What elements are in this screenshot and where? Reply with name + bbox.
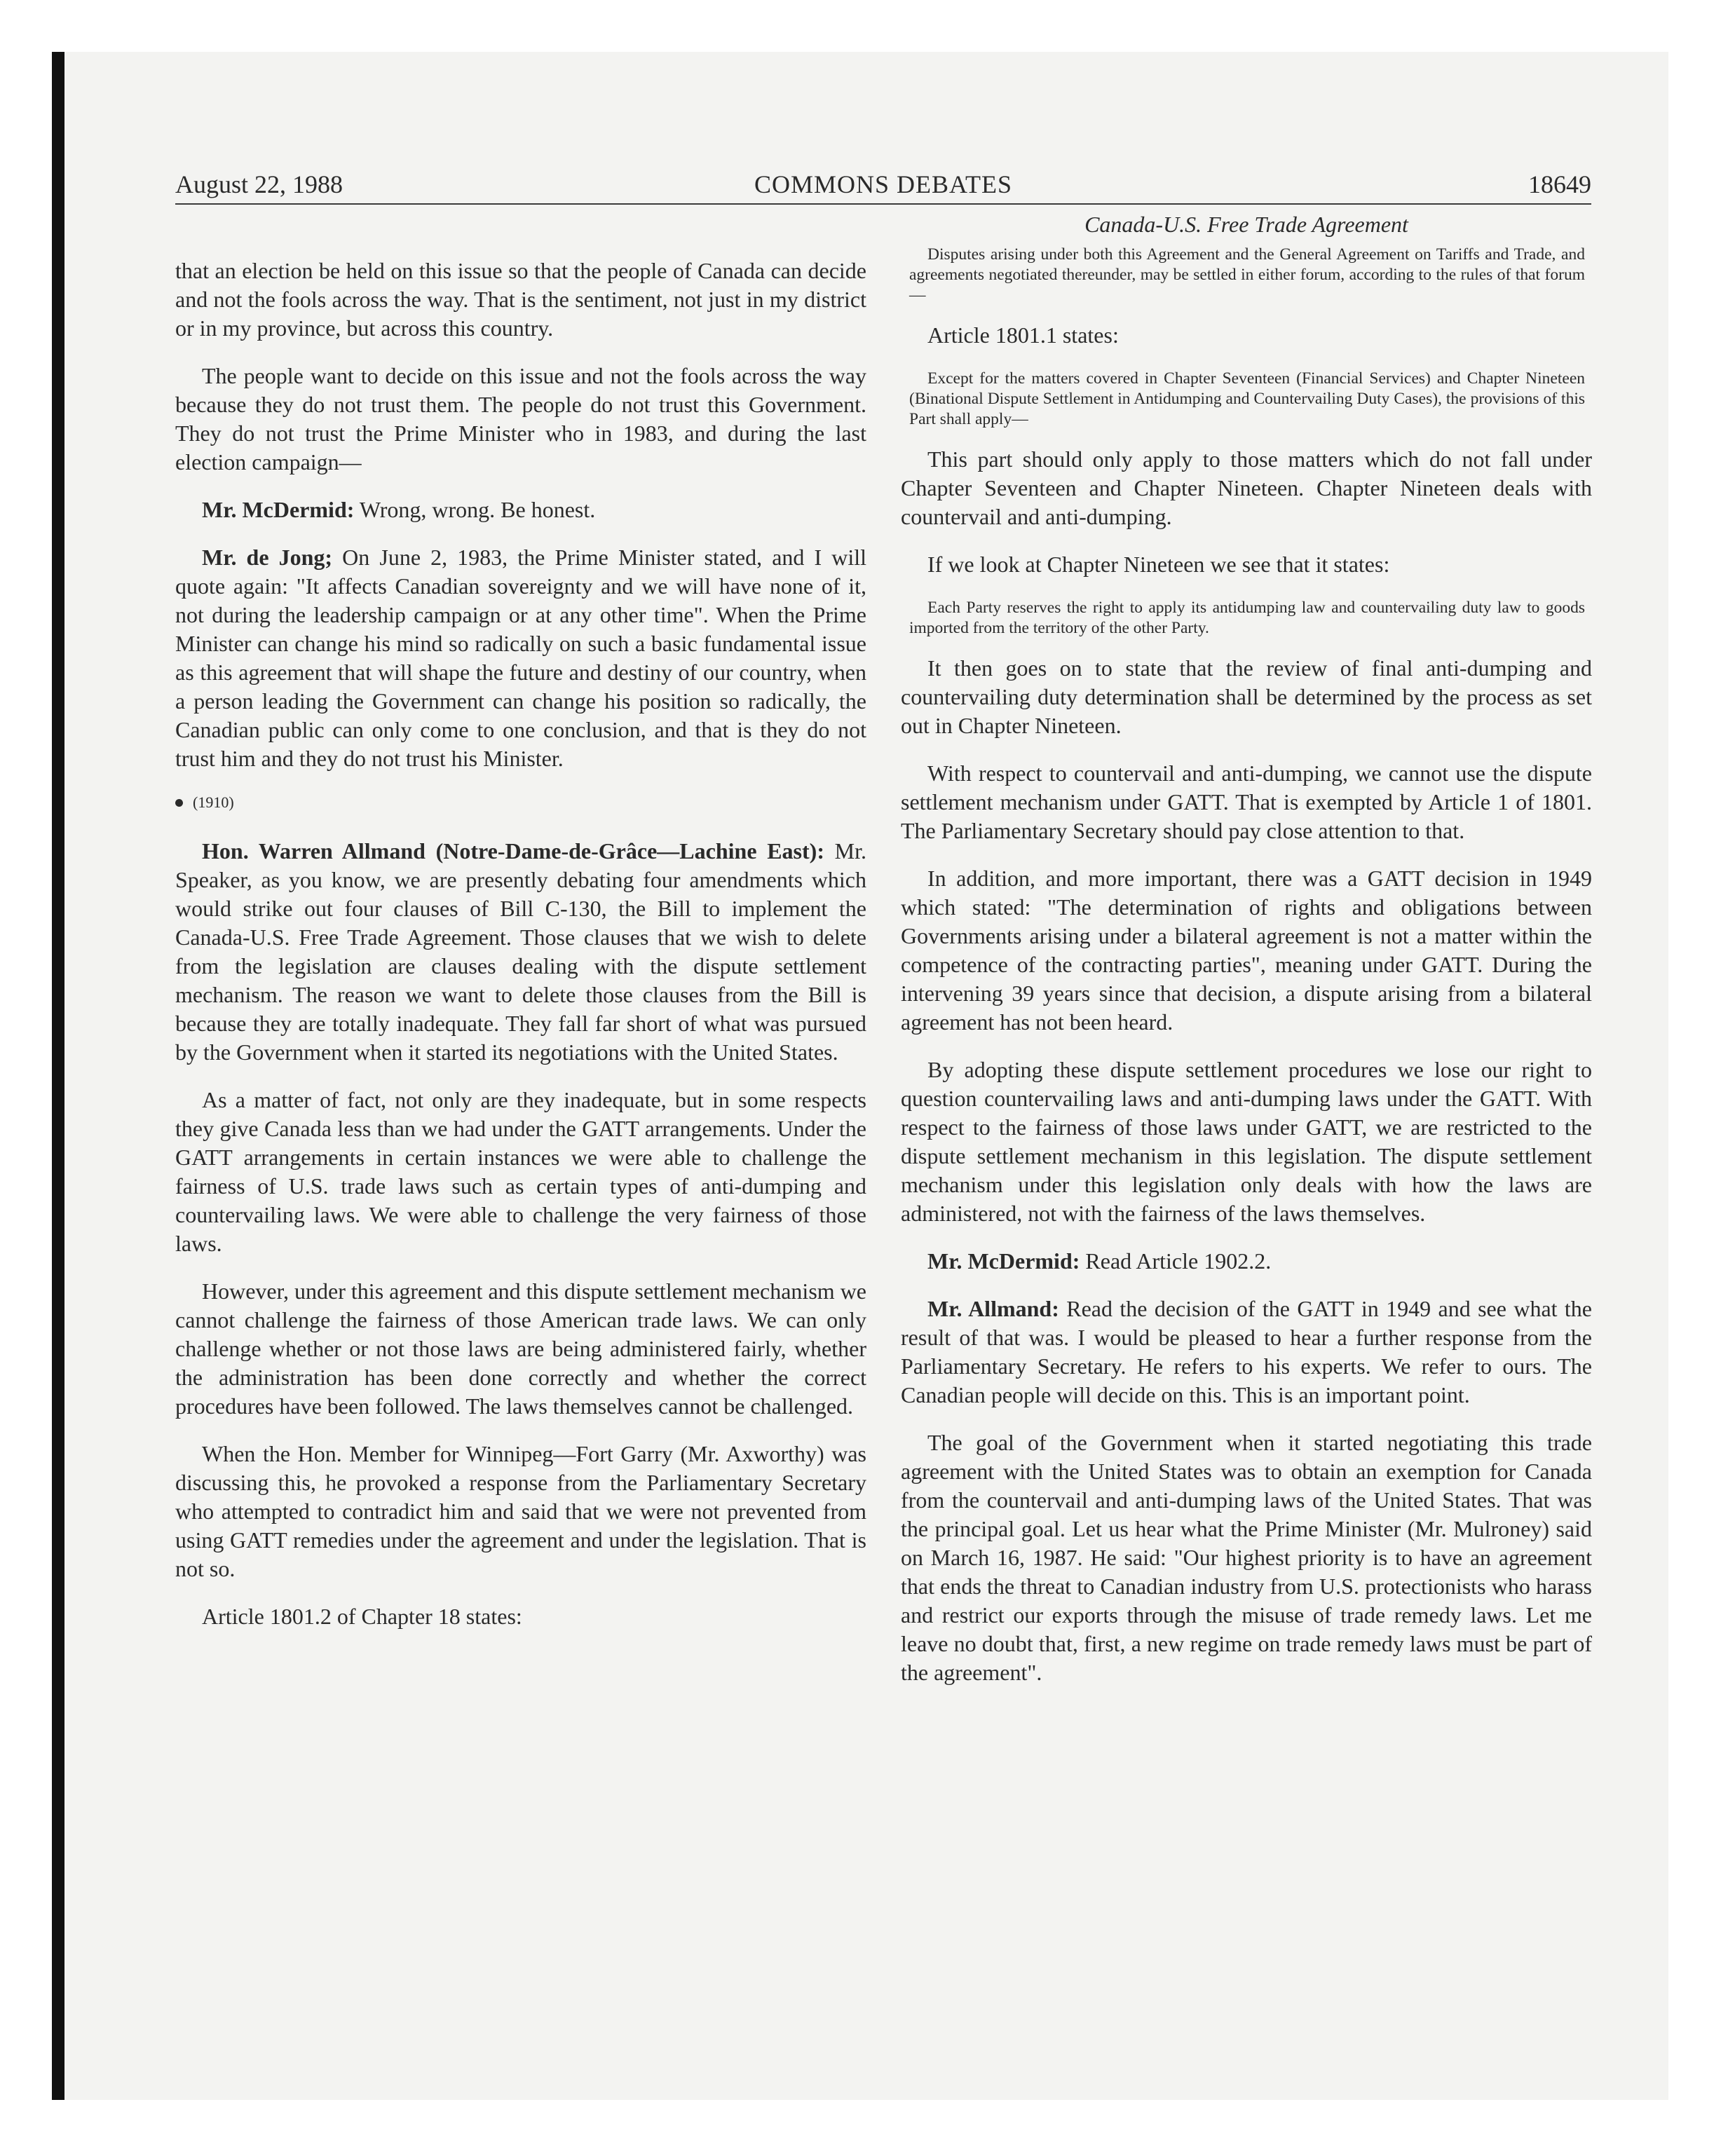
speech-mcdermid — [175, 496, 866, 524]
running-head: Canada-U.S. Free Trade Agreement — [1084, 212, 1408, 237]
block-quote: Each Party reserves the right to apply its antidumping law and countervailing duty law to goods imported from the territory of the other Party. — [909, 599, 1585, 637]
speech-allmand — [901, 1295, 1592, 1410]
paragraph: It then goes on to state that the review of final anti-dumping and countervailing duty determination shall be determined by the process as set out in Chapter Nineteen. — [901, 655, 1592, 738]
paragraph: As a matter of fact, not only are they inadequate, but in some respects they give Canada less than we had under the GATT arrangements. Under the GATT arrangements in certain instances we were able to challenge the fairness of U.S. trade laws such as certain types of anti-dumping and countervailing laws. We were able to challenge the very fairness of those laws. — [175, 1087, 866, 1256]
scan-edge-bar — [52, 52, 64, 2100]
speech-de-jong — [175, 543, 866, 773]
speech-text: Read the decision of the GATT in 1949 and see what the result of that was. I would be pleased to hear a further response from the Parliamentary Secretary. He refers to his experts. We refer to ours. The Canadian people will decide on this. This is an important point. — [901, 1296, 1593, 1407]
page-header — [175, 165, 1591, 205]
time-marker — [175, 792, 866, 813]
paragraph: This part should only apply to those matters which do not fall under Chapter Seventeen and Chapter Nineteen. Chapter Nineteen deals with countervail and anti-dumping. — [901, 446, 1592, 529]
block-quote: Except for the matters covered in Chapter Seventeen (Financial Services) and Chapter Nineteen (Binational Dispute Settlement in Antidumping and Countervailing Duty Cases), the provisions of this Part shall apply— — [909, 369, 1585, 428]
header-title: COMMONS DEBATES — [754, 170, 1013, 198]
speech-allmand — [175, 837, 866, 1067]
paragraph: Article 1801.2 of Chapter 18 states: — [202, 1604, 522, 1629]
paragraph: When the Hon. Member for Winnipeg—Fort Garry (Mr. Axworthy) was discussing this, he provoked a response from the Parliamentary Secretary who attempted to contradict him and said that we were not prevented from using GATT remedies under the agreement and under the legislation. That is not so. — [175, 1441, 866, 1581]
right-column — [901, 210, 1592, 1706]
paragraph: However, under this agreement and this dispute settlement mechanism we cannot challenge the fairness of those American trade laws. We can only challenge whether or not those laws are being administered fairly, whether the administration has been done correctly and whether the correct procedures have been followed. The laws themselves cannot be challenged. — [175, 1278, 866, 1419]
speech-text: On June 2, 1983, the Prime Minister stated, and I will quote again: "It affects Canadian sovereignty and we will have none of it, not during the leadership campaign or at any other time". When the Prime Minister can change his mind so radically on such a basic fundamental issue as this agreement that will shape the future and destiny of our country, when a person leading the Government can change his position so radically, the Canadian public can only come to one conclusion, and that is they do not trust him and they do not trust his Minister. — [175, 545, 867, 771]
paragraph: By adopting these dispute settlement procedures we lose our right to question countervailing laws and anti-dumping laws under the GATT. With respect to the fairness of those laws under GATT, we are restricted to the dispute settlement mechanism in this legislation. The dispute settlement mechanism under this legislation only deals with how the laws are administered, not with the fairness of the laws themselves. — [901, 1057, 1592, 1226]
speaker-name: Mr. de Jong; — [202, 545, 333, 570]
speaker-name: Mr. Allmand: — [927, 1296, 1059, 1321]
speech-text: Mr. Speaker, as you know, we are presently debating four amendments which would strike out four clauses of Bill C-130, the Bill to implement the Canada-U.S. Free Trade Agreement. Those clauses that we wish to delete from the legislation are clauses dealing with the dispute settlement mechanism. The reason we want to delete those clauses from the Bill is because they are totally inadequate. They fall far short of what was pursued by the Government when it started its negotiations with the United States. — [175, 838, 867, 1065]
paragraph: The goal of the Government when it started negotiating this trade agreement with the United States was to obtain an exemption for Canada from the countervail and anti-dumping laws of the United States. That was the principal goal. Let us hear what the Prime Minister (Mr. Mulroney) said on March 16, 1987. He said: "Our highest priority is to have an agreement that ends the threat to Canadian industry from U.S. protectionists who harass and restrict our exports through the misuse of trade remedy laws. Let me leave no doubt that, first, a new regime on trade remedy laws must be part of the agreement". — [901, 1430, 1592, 1685]
bullet-icon — [175, 799, 183, 807]
block-quote: Disputes arising under both this Agreement and the General Agreement on Tariffs and Trade, and agreements negotiated thereunder, may be settled in either forum, according to the rules of that forum— — [909, 245, 1585, 304]
speaker-name: Mr. McDermid: — [202, 497, 355, 522]
paragraph: In addition, and more important, there was a GATT decision in 1949 which stated: "The determination of rights and obligations between Governments arising under a bilateral agreement is not a matter within the competence of the contracting parties", meaning under GATT. During the intervening 39 years since that decision, a dispute arising from a bilateral agreement has not been heard. — [901, 866, 1592, 1035]
speech-text: Read Article 1902.2. — [1080, 1248, 1272, 1274]
paragraph: Article 1801.1 states: — [927, 322, 1119, 348]
paragraph: The people want to decide on this issue and not the fools across the way because they do not trust them. The people do not trust this Government. They do not trust the Prime Minister who in 1983, and during the last election campaign— — [175, 363, 866, 475]
paragraph: With respect to countervail and anti-dumping, we cannot use the dispute settlement mechanism under GATT. That is exempted by Article 1 of 1801. The Parliamentary Secretary should pay close attention to that. — [901, 760, 1592, 843]
time-marker-text: (1910) — [193, 793, 234, 811]
header-date: August 22, 1988 — [175, 170, 343, 198]
paragraph: that an election be held on this issue so that the people of Canada can decide and not the fools across the way. That is the sentiment, not just in my district or in my province, but across this country. — [175, 258, 866, 341]
speech-mcdermid — [901, 1247, 1592, 1276]
speaker-name: Hon. Warren Allmand (Notre-Dame-de-Grâce—Lachine East): — [202, 838, 824, 864]
left-column — [175, 210, 866, 1650]
speech-text: Wrong, wrong. Be honest. — [354, 497, 596, 522]
speaker-name: Mr. McDermid: — [927, 1248, 1080, 1274]
header-page-number: 18649 — [1528, 170, 1591, 198]
paragraph: If we look at Chapter Nineteen we see that it states: — [927, 552, 1390, 577]
